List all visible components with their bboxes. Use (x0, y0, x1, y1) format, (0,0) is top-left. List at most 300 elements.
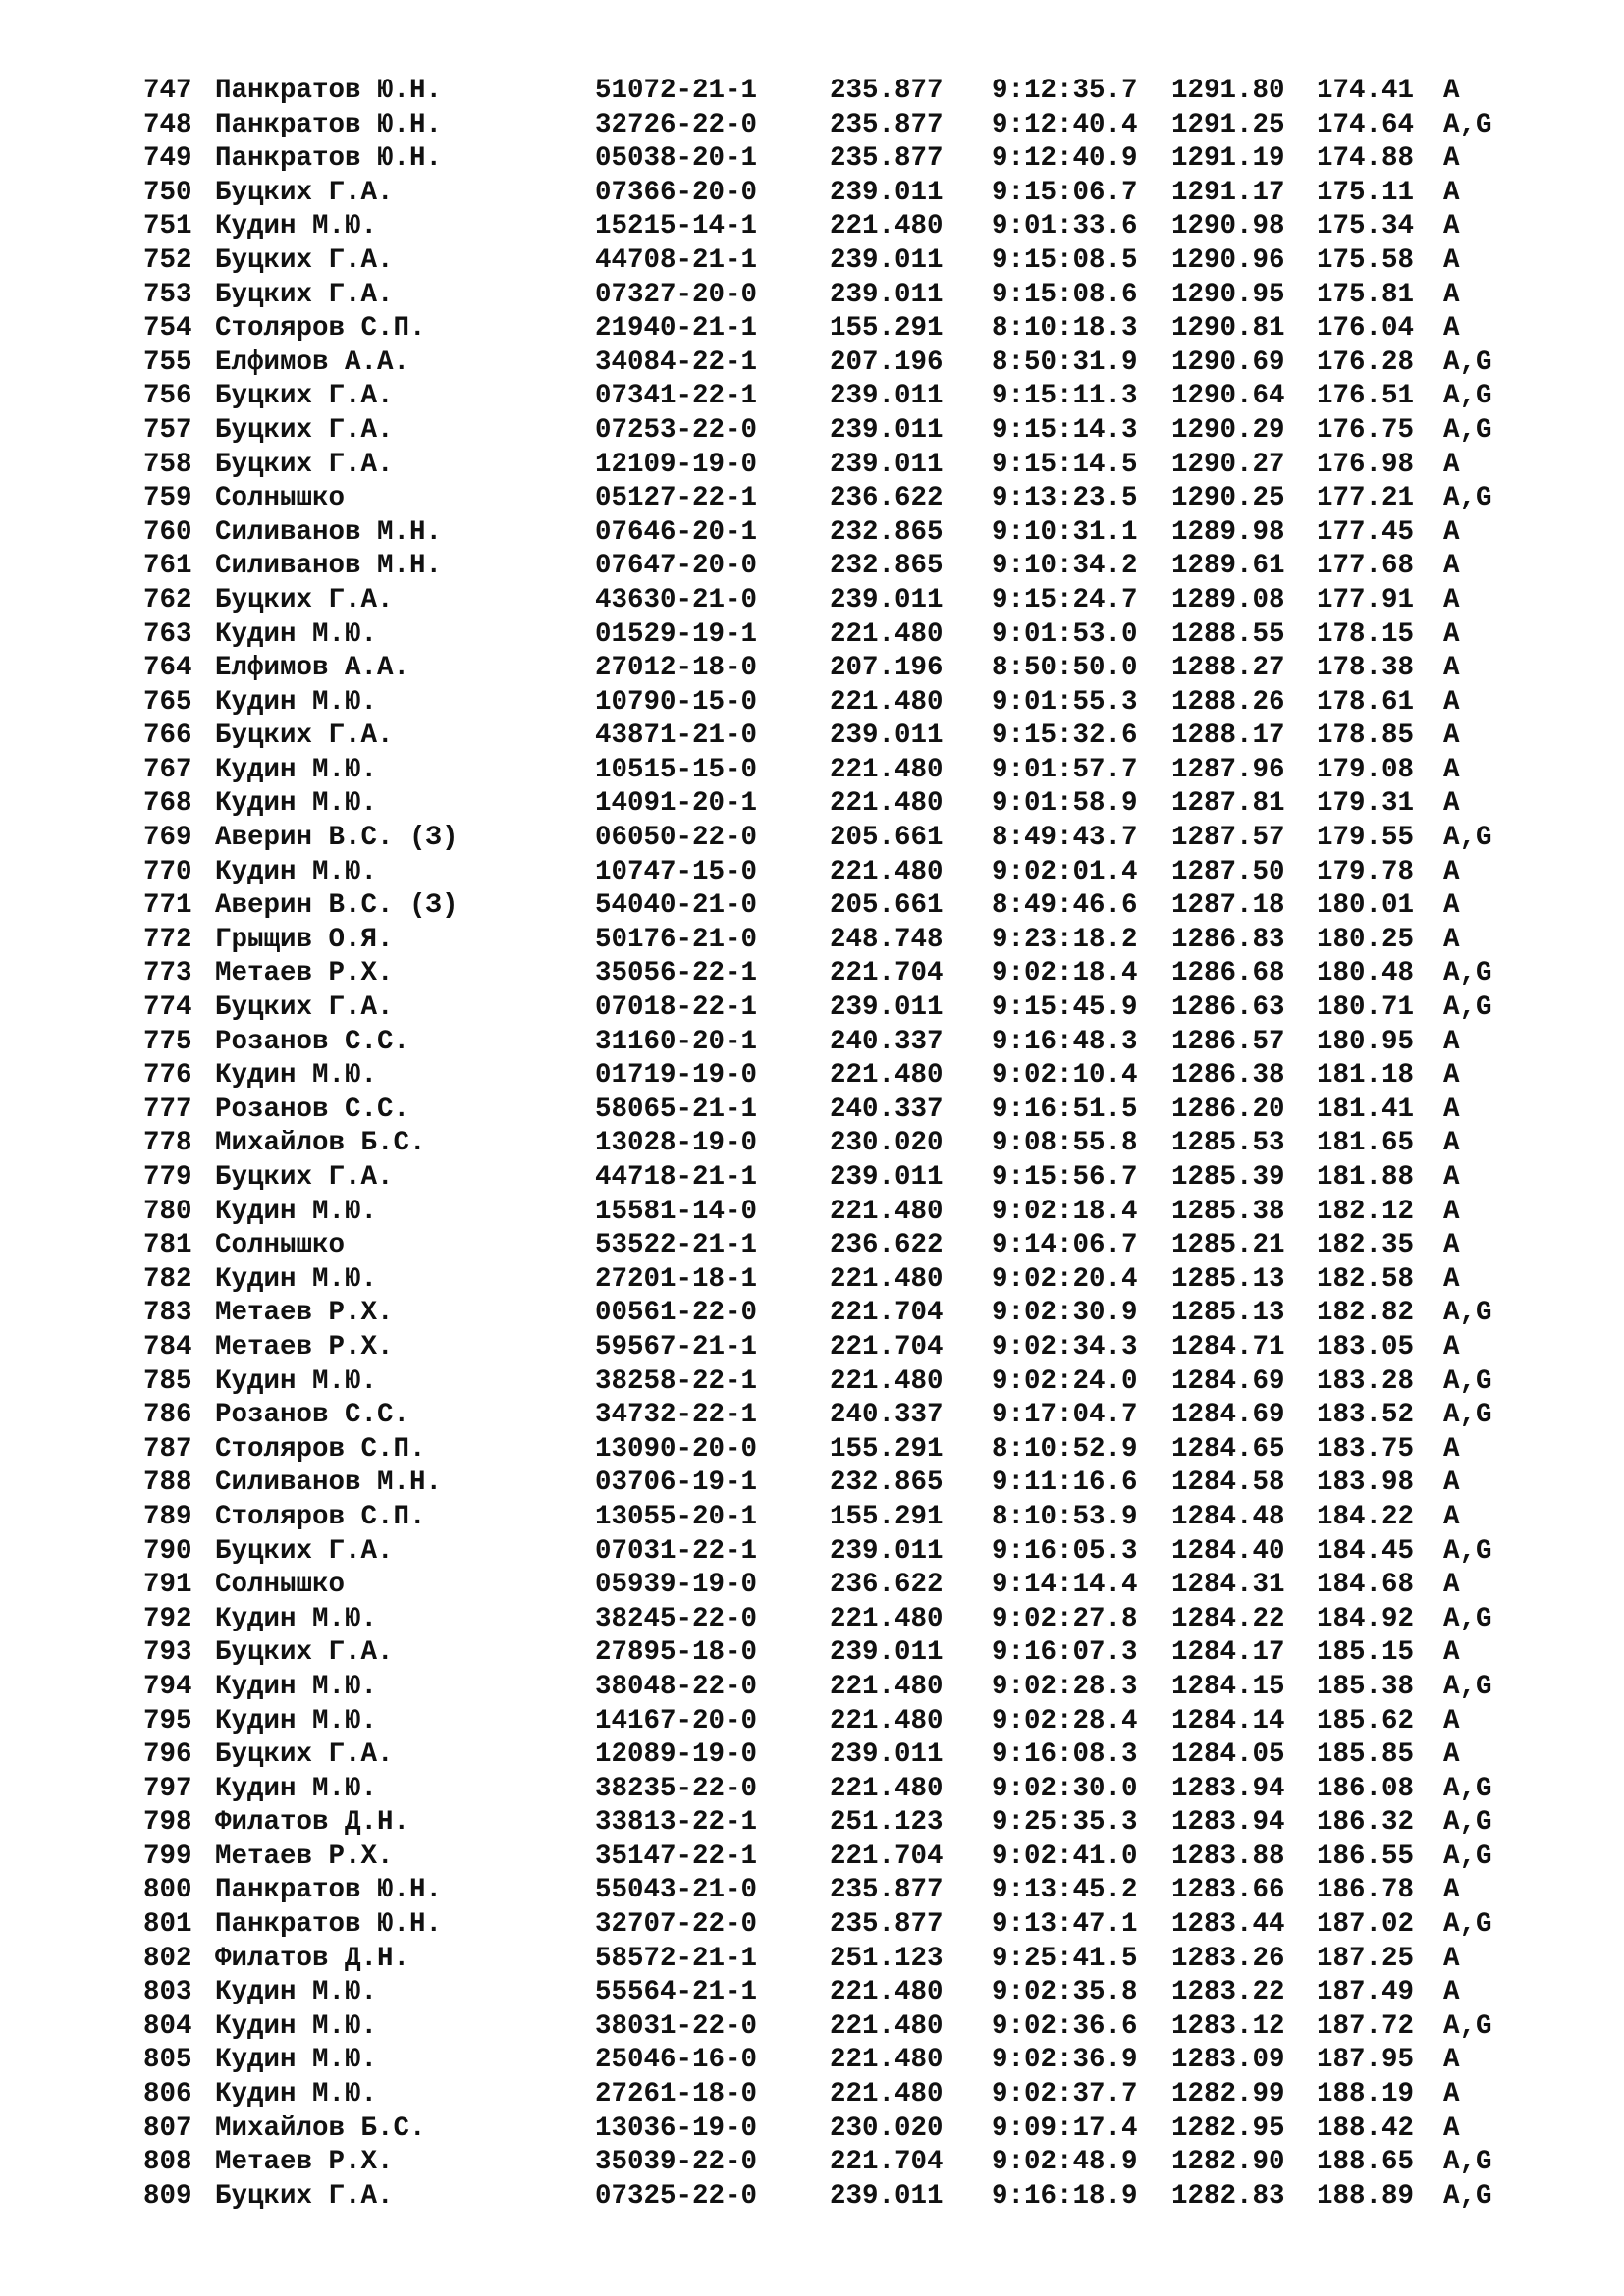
flags: A,G (1443, 1365, 1492, 1397)
distance: 221.480 (830, 1060, 944, 1092)
distance: 155.291 (830, 313, 944, 345)
table-row (143, 550, 1518, 584)
distance: 240.337 (830, 1094, 944, 1125)
row-number: 750 (143, 177, 192, 208)
flags: A (1443, 754, 1460, 785)
speed: 1286.83 (1171, 924, 1285, 955)
ring-code: 05939-19-0 (595, 1570, 758, 1601)
distance: 221.480 (830, 618, 944, 650)
arrival-time: 9:02:36.9 (992, 2045, 1138, 2076)
participant-name: Кудин М.Ю. (215, 1263, 378, 1295)
score: 185.85 (1317, 1739, 1415, 1771)
distance: 235.877 (830, 143, 944, 175)
score: 180.01 (1317, 890, 1415, 922)
table-row (143, 1331, 1518, 1365)
table-row (143, 957, 1518, 991)
row-number: 765 (143, 686, 192, 718)
score: 175.11 (1317, 177, 1415, 208)
ring-code: 55043-21-0 (595, 1875, 758, 1906)
ring-code: 27261-18-0 (595, 2079, 758, 2110)
row-number: 793 (143, 1637, 192, 1669)
distance: 239.011 (830, 1535, 944, 1567)
score: 176.04 (1317, 313, 1415, 345)
participant-name: Розанов С.С. (215, 1400, 410, 1431)
score: 183.75 (1317, 1433, 1415, 1465)
flags: A (1443, 177, 1460, 208)
score: 179.31 (1317, 788, 1415, 820)
flags: A (1443, 653, 1460, 684)
score: 178.85 (1317, 721, 1415, 752)
score: 188.42 (1317, 2112, 1415, 2144)
flags: A (1443, 1094, 1460, 1125)
distance: 240.337 (830, 1400, 944, 1431)
row-number: 790 (143, 1535, 192, 1567)
distance: 239.011 (830, 992, 944, 1024)
ring-code: 07327-20-0 (595, 279, 758, 310)
score: 186.55 (1317, 1841, 1415, 1872)
score: 174.88 (1317, 143, 1415, 175)
arrival-time: 9:02:41.0 (992, 1841, 1138, 1872)
flags: A (1443, 313, 1460, 345)
distance: 239.011 (830, 2180, 944, 2212)
flags: A (1443, 1637, 1460, 1669)
table-row (143, 1059, 1518, 1094)
table-row (143, 652, 1518, 686)
row-number: 761 (143, 551, 192, 582)
arrival-time: 9:11:16.6 (992, 1468, 1138, 1499)
flags: A (1443, 1468, 1460, 1499)
flags: A,G (1443, 381, 1492, 412)
speed: 1284.65 (1171, 1433, 1285, 1465)
participant-name: Кудин М.Ю. (215, 1705, 378, 1736)
distance: 221.480 (830, 1263, 944, 1295)
ring-code: 25046-16-0 (595, 2045, 758, 2076)
row-number: 786 (143, 1400, 192, 1431)
row-number: 762 (143, 584, 192, 615)
row-number: 782 (143, 1263, 192, 1295)
arrival-time: 9:02:10.4 (992, 1060, 1138, 1092)
flags: A,G (1443, 1298, 1492, 1329)
score: 177.91 (1317, 584, 1415, 615)
arrival-time: 9:16:05.3 (992, 1535, 1138, 1567)
distance: 239.011 (830, 414, 944, 446)
participant-name: Кудин М.Ю. (215, 788, 378, 820)
participant-name: Панкратов Ю.Н. (215, 109, 443, 140)
distance: 221.704 (830, 1331, 944, 1362)
table-row (143, 1094, 1518, 1128)
score: 176.98 (1317, 449, 1415, 480)
participant-name: Кудин М.Ю. (215, 1060, 378, 1092)
score: 185.15 (1317, 1637, 1415, 1669)
table-row (143, 1773, 1518, 1807)
ring-code: 07366-20-0 (595, 177, 758, 208)
score: 187.25 (1317, 1943, 1415, 1974)
flags: A (1443, 686, 1460, 718)
flags: A,G (1443, 992, 1492, 1024)
table-row (143, 1026, 1518, 1060)
arrival-time: 9:02:36.6 (992, 2010, 1138, 2042)
participant-name: Буцких Г.А. (215, 1637, 394, 1669)
flags: A (1443, 2112, 1460, 2144)
ring-code: 44708-21-1 (595, 244, 758, 276)
arrival-time: 9:01:53.0 (992, 618, 1138, 650)
score: 176.28 (1317, 347, 1415, 378)
score: 183.98 (1317, 1468, 1415, 1499)
speed: 1284.69 (1171, 1365, 1285, 1397)
distance: 221.480 (830, 1365, 944, 1397)
flags: A (1443, 2045, 1460, 2076)
participant-name: Аверин В.С. (З) (215, 890, 459, 922)
table-row (143, 380, 1518, 414)
distance: 221.480 (830, 2045, 944, 2076)
distance: 221.704 (830, 1841, 944, 1872)
table-row (143, 1738, 1518, 1773)
participant-name: Метаев Р.Х. (215, 958, 394, 989)
flags: A (1443, 856, 1460, 887)
ring-code: 07253-22-0 (595, 414, 758, 446)
arrival-time: 9:02:28.4 (992, 1705, 1138, 1736)
ring-code: 13028-19-0 (595, 1128, 758, 1159)
score: 182.58 (1317, 1263, 1415, 1295)
ring-code: 07018-22-1 (595, 992, 758, 1024)
table-row (143, 991, 1518, 1026)
speed: 1284.40 (1171, 1535, 1285, 1567)
speed: 1284.31 (1171, 1570, 1285, 1601)
row-number: 757 (143, 414, 192, 446)
distance: 239.011 (830, 449, 944, 480)
row-number: 752 (143, 244, 192, 276)
score: 183.52 (1317, 1400, 1415, 1431)
table-row (143, 244, 1518, 279)
flags: A,G (1443, 1841, 1492, 1872)
participant-name: Панкратов Ю.Н. (215, 1875, 443, 1906)
speed: 1282.99 (1171, 2079, 1285, 2110)
ring-code: 38245-22-0 (595, 1603, 758, 1634)
distance: 239.011 (830, 1162, 944, 1193)
table-row (143, 177, 1518, 211)
arrival-time: 9:10:34.2 (992, 551, 1138, 582)
participant-name: Солнышко (215, 1230, 346, 1261)
table-row (143, 1263, 1518, 1298)
score: 180.95 (1317, 1026, 1415, 1057)
speed: 1285.21 (1171, 1230, 1285, 1261)
speed: 1283.26 (1171, 1943, 1285, 1974)
participant-name: Кудин М.Ю. (215, 2079, 378, 2110)
score: 177.45 (1317, 516, 1415, 548)
arrival-time: 9:14:06.7 (992, 1230, 1138, 1261)
distance: 207.196 (830, 347, 944, 378)
row-number: 758 (143, 449, 192, 480)
flags: A (1443, 516, 1460, 548)
row-number: 794 (143, 1671, 192, 1702)
ring-code: 55564-21-1 (595, 1977, 758, 2008)
table-row (143, 686, 1518, 721)
participant-name: Силиванов М.Н. (215, 551, 443, 582)
row-number: 803 (143, 1977, 192, 2008)
row-number: 808 (143, 2147, 192, 2178)
speed: 1284.71 (1171, 1331, 1285, 1362)
ring-code: 01529-19-1 (595, 618, 758, 650)
participant-name: Буцких Г.А. (215, 992, 394, 1024)
speed: 1287.57 (1171, 823, 1285, 854)
row-number: 751 (143, 211, 192, 242)
participant-name: Буцких Г.А. (215, 1162, 394, 1193)
score: 181.18 (1317, 1060, 1415, 1092)
participant-name: Филатов Д.Н. (215, 1943, 410, 1974)
participant-name: Кудин М.Ю. (215, 1603, 378, 1634)
ring-code: 59567-21-1 (595, 1331, 758, 1362)
arrival-time: 9:13:45.2 (992, 1875, 1138, 1906)
participant-name: Буцких Г.А. (215, 2180, 394, 2212)
flags: A (1443, 211, 1460, 242)
table-row (143, 414, 1518, 449)
arrival-time: 9:16:48.3 (992, 1026, 1138, 1057)
row-number: 747 (143, 76, 192, 106)
arrival-time: 9:02:28.3 (992, 1671, 1138, 1702)
ring-code: 06050-22-0 (595, 823, 758, 854)
results-table (143, 75, 1518, 2214)
ring-code: 38235-22-0 (595, 1773, 758, 1804)
speed: 1283.88 (1171, 1841, 1285, 1872)
row-number: 778 (143, 1128, 192, 1159)
flags: A (1443, 1162, 1460, 1193)
score: 179.55 (1317, 823, 1415, 854)
ring-code: 33813-22-1 (595, 1807, 758, 1839)
score: 182.82 (1317, 1298, 1415, 1329)
row-number: 809 (143, 2180, 192, 2212)
distance: 239.011 (830, 1739, 944, 1771)
distance: 232.865 (830, 1468, 944, 1499)
row-number: 773 (143, 958, 192, 989)
arrival-time: 9:02:20.4 (992, 1263, 1138, 1295)
arrival-time: 9:16:18.9 (992, 2180, 1138, 2212)
ring-code: 14091-20-1 (595, 788, 758, 820)
ring-code: 05038-20-1 (595, 143, 758, 175)
ring-code: 38031-22-0 (595, 2010, 758, 2042)
ring-code: 00561-22-0 (595, 1298, 758, 1329)
score: 183.28 (1317, 1365, 1415, 1397)
ring-code: 10790-15-0 (595, 686, 758, 718)
score: 180.48 (1317, 958, 1415, 989)
arrival-time: 9:02:30.9 (992, 1298, 1138, 1329)
ring-code: 07325-22-0 (595, 2180, 758, 2212)
flags: A (1443, 1977, 1460, 2008)
participant-name: Кудин М.Ю. (215, 2045, 378, 2076)
row-number: 801 (143, 1909, 192, 1941)
speed: 1285.38 (1171, 1196, 1285, 1227)
row-number: 771 (143, 890, 192, 922)
score: 187.02 (1317, 1909, 1415, 1941)
score: 175.34 (1317, 211, 1415, 242)
flags: A (1443, 1230, 1460, 1261)
arrival-time: 9:15:56.7 (992, 1162, 1138, 1193)
speed: 1282.90 (1171, 2147, 1285, 2178)
speed: 1287.18 (1171, 890, 1285, 922)
speed: 1286.68 (1171, 958, 1285, 989)
participant-name: Метаев Р.Х. (215, 1331, 394, 1362)
table-row (143, 1976, 1518, 2010)
score: 182.12 (1317, 1196, 1415, 1227)
table-row (143, 1874, 1518, 1908)
speed: 1290.69 (1171, 347, 1285, 378)
speed: 1287.81 (1171, 788, 1285, 820)
ring-code: 21940-21-1 (595, 313, 758, 345)
score: 185.38 (1317, 1671, 1415, 1702)
row-number: 768 (143, 788, 192, 820)
ring-code: 07031-22-1 (595, 1535, 758, 1567)
row-number: 787 (143, 1433, 192, 1465)
arrival-time: 9:02:18.4 (992, 958, 1138, 989)
arrival-time: 9:01:33.6 (992, 211, 1138, 242)
table-row (143, 754, 1518, 788)
table-row (143, 75, 1518, 109)
ring-code: 12089-19-0 (595, 1739, 758, 1771)
speed: 1288.26 (1171, 686, 1285, 718)
participant-name: Метаев Р.Х. (215, 1298, 394, 1329)
score: 175.58 (1317, 244, 1415, 276)
speed: 1285.13 (1171, 1263, 1285, 1295)
table-row (143, 210, 1518, 244)
row-number: 804 (143, 2010, 192, 2042)
row-number: 755 (143, 347, 192, 378)
arrival-time: 9:25:41.5 (992, 1943, 1138, 1974)
flags: A (1443, 1705, 1460, 1736)
row-number: 753 (143, 279, 192, 310)
ring-code: 34084-22-1 (595, 347, 758, 378)
flags: A (1443, 1026, 1460, 1057)
row-number: 775 (143, 1026, 192, 1057)
arrival-time: 9:15:45.9 (992, 992, 1138, 1024)
flags: A (1443, 1739, 1460, 1771)
table-row (143, 109, 1518, 143)
flags: A (1443, 584, 1460, 615)
flags: A (1443, 924, 1460, 955)
distance: 239.011 (830, 244, 944, 276)
speed: 1291.80 (1171, 76, 1285, 106)
row-number: 784 (143, 1331, 192, 1362)
speed: 1286.38 (1171, 1060, 1285, 1092)
speed: 1283.44 (1171, 1909, 1285, 1941)
ring-code: 35039-22-0 (595, 2147, 758, 2178)
arrival-time: 9:02:01.4 (992, 856, 1138, 887)
distance: 239.011 (830, 721, 944, 752)
ring-code: 58572-21-1 (595, 1943, 758, 1974)
speed: 1283.66 (1171, 1875, 1285, 1906)
score: 180.25 (1317, 924, 1415, 955)
flags: A (1443, 1570, 1460, 1601)
distance: 221.480 (830, 2010, 944, 2042)
score: 174.41 (1317, 76, 1415, 106)
participant-name: Буцких Г.А. (215, 244, 394, 276)
flags: A (1443, 449, 1460, 480)
row-number: 807 (143, 2112, 192, 2144)
speed: 1284.22 (1171, 1603, 1285, 1634)
arrival-time: 9:02:18.4 (992, 1196, 1138, 1227)
table-row (143, 618, 1518, 653)
arrival-time: 9:01:55.3 (992, 686, 1138, 718)
participant-name: Кудин М.Ю. (215, 856, 378, 887)
flags: A (1443, 1331, 1460, 1362)
participant-name: Силиванов М.Н. (215, 516, 443, 548)
row-number: 789 (143, 1501, 192, 1532)
flags: A (1443, 279, 1460, 310)
flags: A (1443, 788, 1460, 820)
participant-name: Розанов С.С. (215, 1094, 410, 1125)
participant-name: Михайлов Б.С. (215, 1128, 426, 1159)
arrival-time: 8:10:18.3 (992, 313, 1138, 345)
distance: 155.291 (830, 1501, 944, 1532)
participant-name: Аверин В.С. (З) (215, 823, 459, 854)
flags: A,G (1443, 958, 1492, 989)
flags: A (1443, 1128, 1460, 1159)
speed: 1284.58 (1171, 1468, 1285, 1499)
arrival-time: 8:49:43.7 (992, 823, 1138, 854)
score: 185.62 (1317, 1705, 1415, 1736)
participant-name: Столяров С.П. (215, 1501, 426, 1532)
flags: A (1443, 1875, 1460, 1906)
speed: 1284.05 (1171, 1739, 1285, 1771)
participant-name: Силиванов М.Н. (215, 1468, 443, 1499)
score: 176.51 (1317, 381, 1415, 412)
arrival-time: 8:10:52.9 (992, 1433, 1138, 1465)
table-row (143, 1229, 1518, 1263)
distance: 239.011 (830, 584, 944, 615)
distance: 248.748 (830, 924, 944, 955)
distance: 155.291 (830, 1433, 944, 1465)
table-row (143, 1535, 1518, 1570)
ring-code: 12109-19-0 (595, 449, 758, 480)
arrival-time: 9:01:58.9 (992, 788, 1138, 820)
arrival-time: 9:15:06.7 (992, 177, 1138, 208)
row-number: 763 (143, 618, 192, 650)
table-row (143, 1399, 1518, 1433)
arrival-time: 9:15:32.6 (992, 721, 1138, 752)
score: 187.95 (1317, 2045, 1415, 2076)
score: 179.08 (1317, 754, 1415, 785)
speed: 1284.17 (1171, 1637, 1285, 1669)
table-row (143, 279, 1518, 313)
row-number: 764 (143, 653, 192, 684)
flags: A (1443, 1196, 1460, 1227)
speed: 1285.53 (1171, 1128, 1285, 1159)
speed: 1290.96 (1171, 244, 1285, 276)
ring-code: 35056-22-1 (595, 958, 758, 989)
speed: 1284.48 (1171, 1501, 1285, 1532)
participant-name: Розанов С.С. (215, 1026, 410, 1057)
arrival-time: 9:14:14.4 (992, 1570, 1138, 1601)
distance: 221.480 (830, 686, 944, 718)
table-row (143, 142, 1518, 177)
distance: 239.011 (830, 1637, 944, 1669)
table-row (143, 347, 1518, 381)
speed: 1286.20 (1171, 1094, 1285, 1125)
score: 178.15 (1317, 618, 1415, 650)
distance: 251.123 (830, 1807, 944, 1839)
arrival-time: 9:15:14.3 (992, 414, 1138, 446)
ring-code: 07341-22-1 (595, 381, 758, 412)
table-row (143, 1841, 1518, 1875)
ring-code: 51072-21-1 (595, 76, 758, 106)
ring-code: 50176-21-0 (595, 924, 758, 955)
flags: A (1443, 1263, 1460, 1295)
arrival-time: 9:02:27.8 (992, 1603, 1138, 1634)
participant-name: Кудин М.Ю. (215, 754, 378, 785)
distance: 221.480 (830, 1603, 944, 1634)
row-number: 759 (143, 483, 192, 514)
ring-code: 15581-14-0 (595, 1196, 758, 1227)
row-number: 770 (143, 856, 192, 887)
ring-code: 10515-15-0 (595, 754, 758, 785)
